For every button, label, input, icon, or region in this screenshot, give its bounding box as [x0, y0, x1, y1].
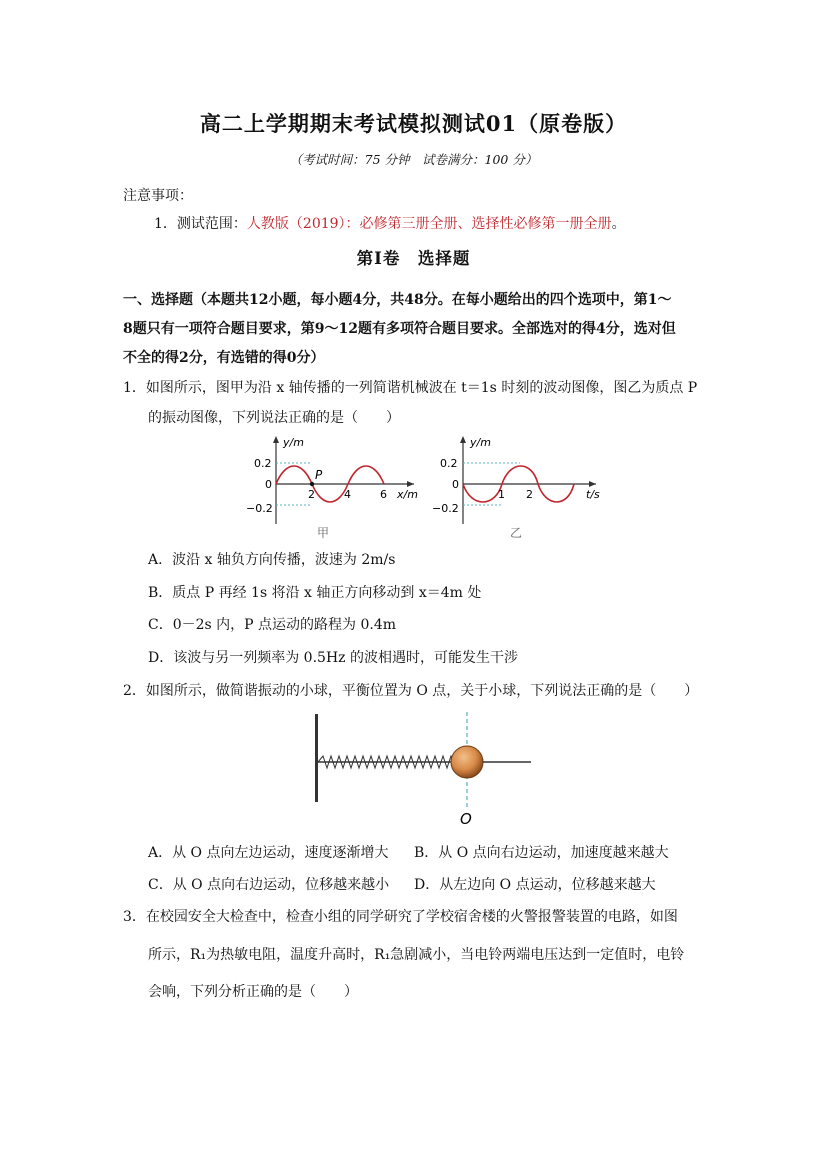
ylabel: y/m	[283, 436, 304, 449]
notes-item-scope	[154, 213, 626, 233]
caption-jia: 甲	[317, 526, 330, 540]
q1-option-a[interactable]: A．波沿 x 轴负方向传播，波速为 2m/s	[148, 552, 396, 568]
y-axis-arrow-icon	[273, 436, 279, 443]
t-tick-1: 1	[498, 488, 505, 501]
exam-info: （考试时间：75 分钟 试卷满分：100 分）	[289, 152, 538, 167]
caption-yi: 乙	[510, 526, 523, 540]
xlabel: x/m	[397, 488, 418, 501]
y-top-label: 0.2	[254, 457, 272, 470]
point-o-label: O	[460, 810, 472, 828]
notes-item-scope-detail: 人教版（2019）：必修第三册全册、选择性必修第一册全册	[246, 216, 612, 232]
q3-stem-line-3: 会响，下列分析正确的是（ ）	[148, 984, 358, 1000]
ball	[451, 746, 483, 778]
q3-stem-line-2: 所示，R₁为热敏电阻，温度升高时，R₁急剧减小，当电铃两端电压达到一定值时，电铃	[148, 947, 685, 963]
y-zero-label: 0	[265, 478, 272, 491]
q1-wave-figure	[246, 436, 418, 540]
x-tick-2: 2	[308, 488, 315, 501]
t-axis-arrow-icon	[589, 481, 596, 487]
wall	[315, 714, 318, 802]
q2-option-d[interactable]: D．从左边向 O 点运动，位移越来越大	[414, 877, 656, 893]
q2-stem: 2．如图所示，做简谐振动的小球，平衡位置为 O 点，关于小球，下列说法正确的是（ ）	[123, 683, 699, 699]
q1-option-d[interactable]: D．该波与另一列频率为 0.5Hz 的波相遇时，可能发生干涉	[148, 650, 518, 666]
section-intro-line-2: 8题只有一项符合题目要求，第9～12题有多项符合题目要求。全部选对的得4分，选对但	[123, 321, 676, 337]
y-top-label: 0.2	[440, 457, 458, 470]
x-tick-4: 4	[344, 488, 351, 501]
y-bottom-label: −0.2	[432, 502, 459, 515]
q1-option-b[interactable]: B．质点 P 再经 1s 将沿 x 轴正方向移动到 x＝4m 处	[148, 585, 482, 601]
q2-option-b[interactable]: B．从 O 点向右边运动，加速度越来越大	[414, 845, 669, 861]
section-intro-line-3: 不全的得2分，有选错的得0分）	[123, 350, 325, 366]
q1-option-c[interactable]: C．0－2s 内，P 点运动的路程为 0.4m	[148, 617, 397, 633]
x-tick-6: 6	[380, 488, 387, 501]
tlabel: t/s	[586, 488, 600, 501]
q1-stem-line-1: 1．如图所示，图甲为沿 x 轴传播的一列简谐机械波在 t＝1s 时刻的波动图像，图乙为质点 P	[123, 380, 698, 396]
q1-stem-line-2: 的振动图像，下列说法正确的是（ ）	[148, 410, 400, 426]
notes-heading: 注意事项：	[123, 188, 193, 204]
ylabel: y/m	[470, 436, 491, 449]
q1-vibration-figure	[432, 436, 600, 540]
q2-option-c[interactable]: C．从 O 点向右边运动，位移越来越小	[148, 877, 390, 893]
t-tick-2: 2	[526, 488, 533, 501]
y-axis-arrow-icon	[460, 436, 466, 443]
section-intro-line-1: 一、选择题（本题共12小题，每小题4分，共48分。在每小题给出的四个选项中，第1～	[123, 292, 672, 308]
notes-item-suffix: 。	[611, 216, 626, 232]
q2-spring-figure	[305, 712, 545, 830]
y-bottom-label: −0.2	[246, 502, 273, 515]
y-zero-label: 0	[452, 478, 459, 491]
point-p-label: P	[315, 468, 323, 482]
q2-option-a[interactable]: A．从 O 点向左边运动，速度逐渐增大	[148, 845, 389, 861]
page-title: 高二上学期期末考试模拟测试01（原卷版）	[199, 111, 628, 136]
q1-figures	[240, 432, 620, 544]
q3-stem-line-1: 3．在校园安全大检查中，检查小组的同学研究了学校宿舍楼的火警报警装置的电路，如图	[123, 909, 678, 925]
x-axis-arrow-icon	[407, 481, 414, 487]
point-p	[310, 482, 314, 486]
section-title: 第Ⅰ卷 选择题	[356, 249, 471, 268]
notes-item-prefix: 1．测试范围：	[154, 216, 247, 232]
